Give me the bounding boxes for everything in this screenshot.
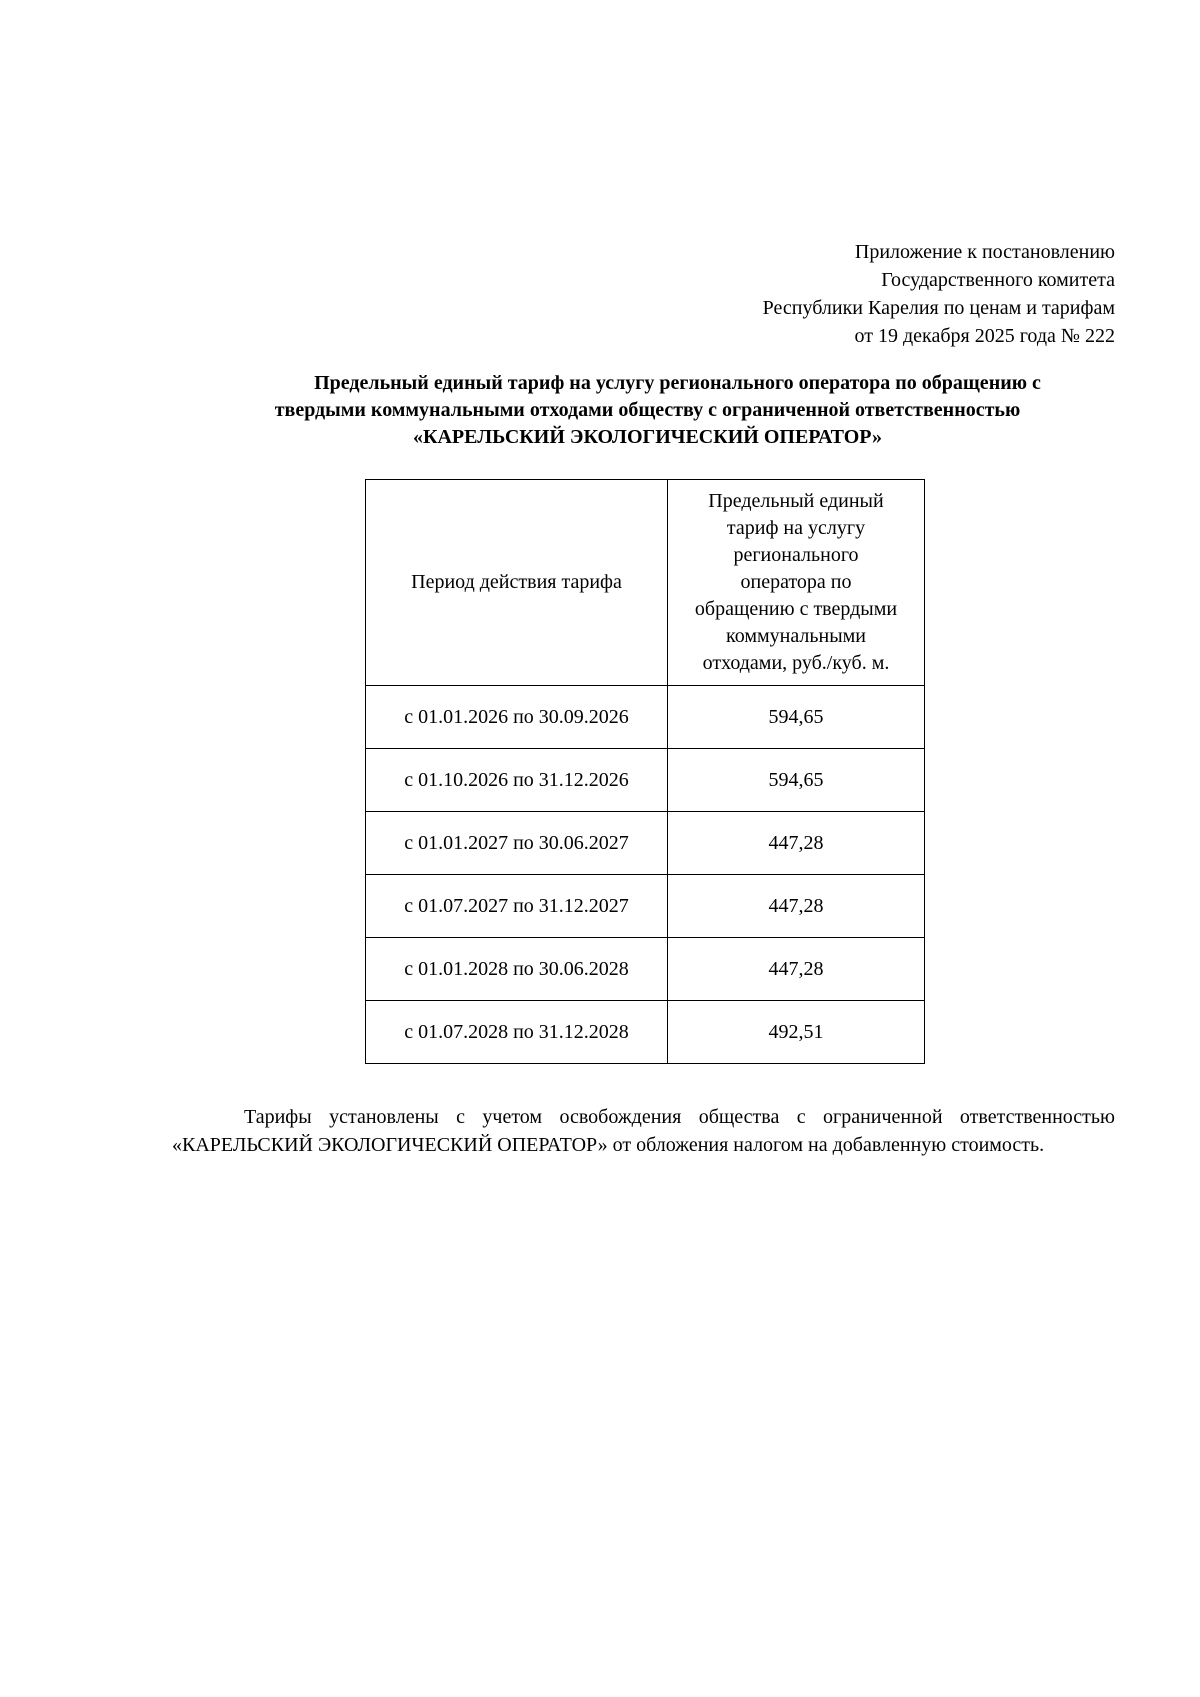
document-title: [150, 370, 1145, 451]
cell-value: 594,65: [668, 749, 925, 812]
cell-period: с 01.07.2027 по 31.12.2027: [366, 875, 668, 938]
cell-value: 447,28: [668, 938, 925, 1001]
cell-value: 447,28: [668, 875, 925, 938]
appendix-line: Республики Карелия по ценам и тарифам: [762, 297, 1115, 319]
table-header-row: [366, 480, 925, 686]
header-tariff-line: регионального: [733, 544, 859, 566]
title-line: «КАРЕЛЬСКИЙ ЭКОЛОГИЧЕСКИЙ ОПЕРАТОР»: [412, 426, 882, 448]
title-line: Предельный единый тариф на услугу регионального оператора по обращению с: [314, 372, 1041, 394]
cell-value: 447,28: [668, 812, 925, 875]
cell-period: с 01.10.2026 по 31.12.2026: [366, 749, 668, 812]
table-row: [366, 812, 925, 875]
table-row: [366, 686, 925, 749]
header-tariff: [668, 480, 925, 686]
appendix-line: Государственного комитета: [881, 269, 1115, 291]
header-tariff-line: оператора по: [740, 571, 852, 593]
cell-period: с 01.01.2027 по 30.06.2027: [366, 812, 668, 875]
cell-value: 492,51: [668, 1001, 925, 1064]
tax-note-paragraph: Тарифы установлены с учетом освобождения общества с ограниченной ответственностью «КАРЕЛЬСКИЙ ЭКОЛОГИЧЕСКИЙ ОПЕРАТОР» от обложения налогом на добавленную стоимость.: [172, 1106, 1115, 1156]
table-row: [366, 1001, 925, 1064]
header-tariff-line: тариф на услугу: [726, 517, 866, 539]
cell-period: с 01.01.2026 по 30.09.2026: [366, 686, 668, 749]
header-tariff-line: обращению с твердыми: [694, 598, 898, 620]
header-tariff-line: отходами, руб./куб. м.: [702, 652, 890, 674]
cell-period: с 01.01.2028 по 30.06.2028: [366, 938, 668, 1001]
appendix-block: [515, 238, 1115, 350]
header-tariff-line: коммунальными: [726, 625, 866, 647]
table-row: [366, 875, 925, 938]
table-row: [366, 749, 925, 812]
appendix-line: от 19 декабря 2025 года № 222: [854, 325, 1115, 347]
header-period: Период действия тарифа: [366, 480, 668, 686]
cell-period: с 01.07.2028 по 31.12.2028: [366, 1001, 668, 1064]
header-tariff-line: Предельный единый: [708, 490, 884, 512]
appendix-line: Приложение к постановлению: [854, 241, 1115, 263]
cell-value: 594,65: [668, 686, 925, 749]
table-row: [366, 938, 925, 1001]
tariff-table: [365, 479, 925, 1064]
title-line: твердыми коммунальными отходами обществу с ограниченной ответственностью: [274, 399, 1021, 421]
